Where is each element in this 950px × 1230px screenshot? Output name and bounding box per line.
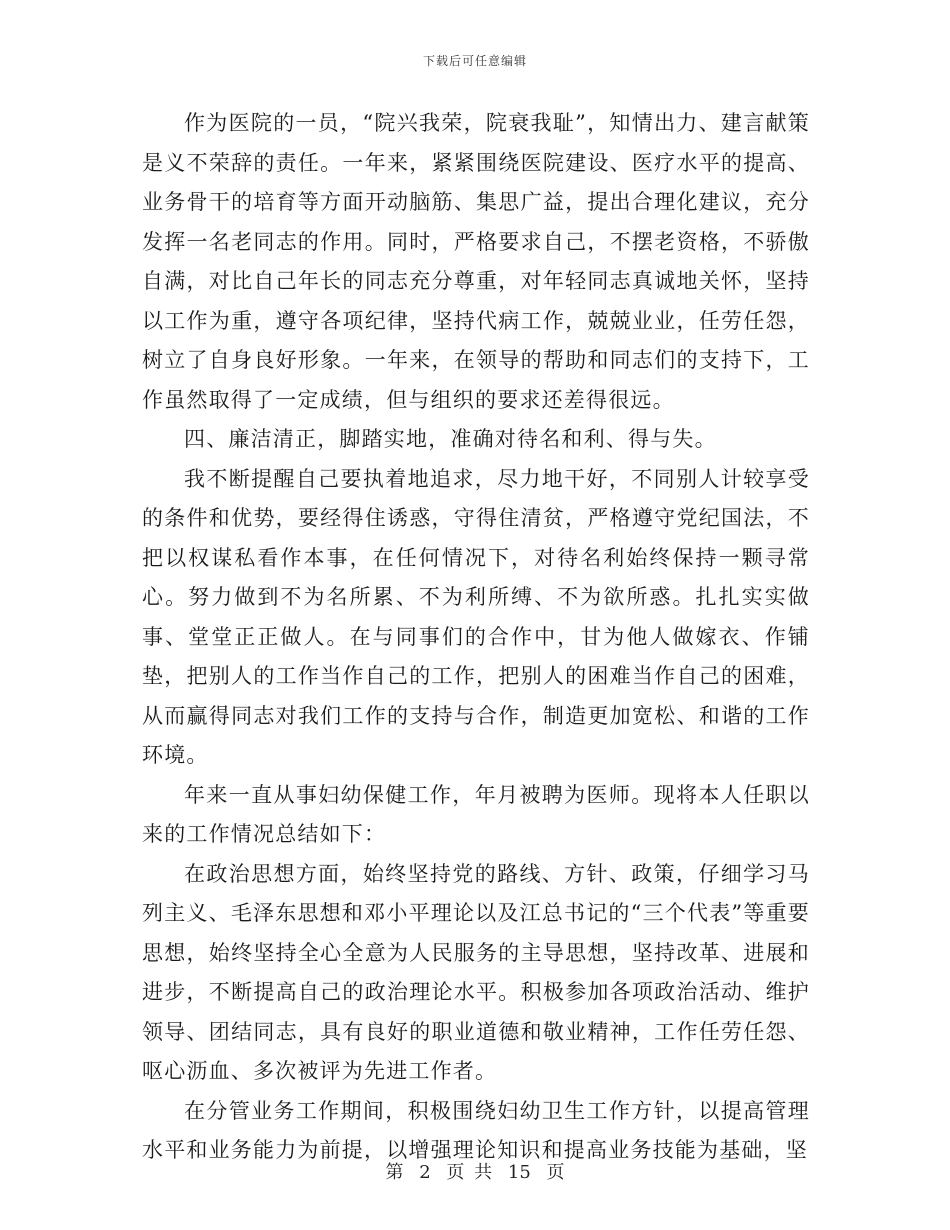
page-footer bbox=[0, 1158, 950, 1184]
footer-suffix: 页 bbox=[546, 1162, 565, 1183]
paragraph-6: 在分管业务工作期间，积极围绕妇幼卫生工作方针，以提高管理水平和业务能力为前提，以增强理论知识和提高业务技能为基础，坚 bbox=[142, 1098, 810, 1162]
document-body bbox=[142, 104, 810, 1171]
paragraph-4: 年来一直从事妇幼保健工作，年月被聘为医师。现将本人任职以来的工作情况总结如下： bbox=[142, 782, 810, 846]
paragraph-1: 作为医院的一员，“院兴我荣，院衰我耻”，知情出力、建言献策是义不荣辞的责任。一年来，紧紧围绕医院建设、医疗水平的提高、业务骨干的培育等方面开动脑筋、集思广益，提出合理化建议，充分发挥一名老同志的作用。同时，严格要求自己，不摆老资格，不骄傲自满，对比自己年长的同志充分尊重，对年轻同志真诚地关怀，坚持以工作为重，遵守各项纪律，坚持代病工作，兢兢业业，任劳任怨，树立了自身良好形象。一年来，在领导的帮助和同志们的支持下，工作虽然取得了一定成绩，但与组织的要求还差得很远。 bbox=[142, 111, 810, 412]
footer-middle: 页 共 bbox=[446, 1162, 493, 1183]
paragraph-3: 我不断提醒自己要执着地追求，尽力地干好，不同别人计较享受的条件和优势，要经得住诱惑，守得住清贫，严格遵守党纪国法，不把以权谋私看作本事，在任何情况下，对待名利始终保持一颗寻常心。努力做到不为名所累、不为利所缚、不为欲所惑。扎扎实实做事、堂堂正正做人。在与同事们的合作中，甘为他人做嫁衣、作铺垫，把别人的工作当作自己的工作，把别人的困难当作自己的困难，从而赢得同志对我们工作的支持与合作，制造更加宽松、和谐的工作环境。 bbox=[142, 466, 810, 767]
page-header: 下载后可任意编辑 bbox=[422, 54, 527, 68]
paragraph-2-section-heading: 四、廉洁清正，脚踏实地，准确对待名和利、得与失。 bbox=[184, 427, 717, 451]
footer-prefix: 第 bbox=[385, 1162, 404, 1183]
current-page-number: 2 bbox=[419, 1162, 431, 1183]
paragraph-5: 在政治思想方面，始终坚持党的路线、方针、政策，仔细学习马列主义、毛泽东思想和邓小平理论以及江总书记的“三个代表”等重要思想，始终坚持全心全意为人民服务的主导思想，坚持改革、进展和进步，不断提高自己的政治理论水平。积极参加各项政治活动、维护领导、团结同志，具有良好的职业道德和敬业精神，工作任劳任怨、呕心沥血、多次被评为先进工作者。 bbox=[142, 861, 810, 1083]
total-page-count: 15 bbox=[507, 1162, 531, 1183]
